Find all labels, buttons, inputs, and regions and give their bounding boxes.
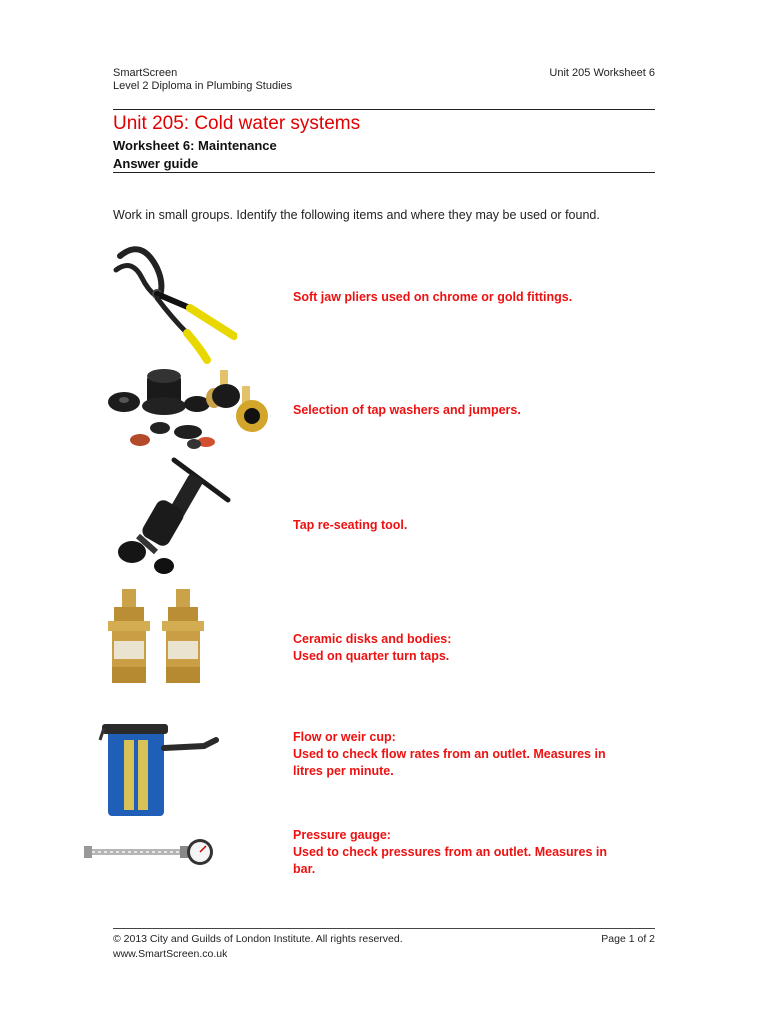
footer-url[interactable]: www.SmartScreen.co.uk (113, 948, 228, 960)
ceramic-disks-image (102, 585, 212, 689)
footer-copyright: © 2013 City and Guilds of London Institute. All rights reserved. (113, 933, 403, 945)
answer-line: Flow or weir cup: (293, 730, 396, 744)
answer-line: Selection of tap washers and jumpers. (293, 403, 521, 417)
answer-guide-label: Answer guide (113, 156, 199, 171)
pressure-gauge-image (80, 830, 216, 874)
header-org: SmartScreen (113, 67, 178, 79)
answer-line: Ceramic disks and bodies: (293, 632, 452, 646)
answer-weir-cup (293, 729, 653, 780)
page-title: Unit 205: Cold water systems (113, 113, 361, 134)
reseating-tool-image (102, 454, 242, 582)
answer-line: Used to check pressures from an outlet. Measures in (293, 845, 607, 859)
answer-washers (293, 402, 653, 419)
title-rule (113, 172, 655, 173)
answer-line: litres per minute. (293, 764, 394, 778)
answer-line: Pressure gauge: (293, 828, 391, 842)
answer-pliers (293, 289, 653, 306)
answer-line: Used on quarter turn taps. (293, 649, 450, 663)
header-ref: Unit 205 Worksheet 6 (549, 67, 655, 79)
header-course: Level 2 Diploma in Plumbing Studies (113, 80, 293, 92)
worksheet-title: Worksheet 6: Maintenance (113, 138, 277, 153)
answer-line: bar. (293, 862, 316, 876)
answer-line: Tap re-seating tool. (293, 518, 408, 532)
tap-washers-image (102, 366, 272, 452)
header-rule (113, 109, 655, 110)
answer-reseating (293, 517, 653, 534)
page-number: Page 1 of 2 (601, 933, 655, 945)
answer-ceramic (293, 631, 653, 665)
answer-pressure-gauge (293, 827, 653, 878)
pliers-image (112, 238, 237, 364)
intro-text: Work in small groups. Identify the following items and where they may be used or found. (113, 208, 600, 222)
answer-line: Soft jaw pliers used on chrome or gold fittings. (293, 290, 573, 304)
answer-line: Used to check flow rates from an outlet. Measures in (293, 747, 606, 761)
weir-cup-image (98, 718, 220, 820)
footer-rule (113, 928, 655, 929)
